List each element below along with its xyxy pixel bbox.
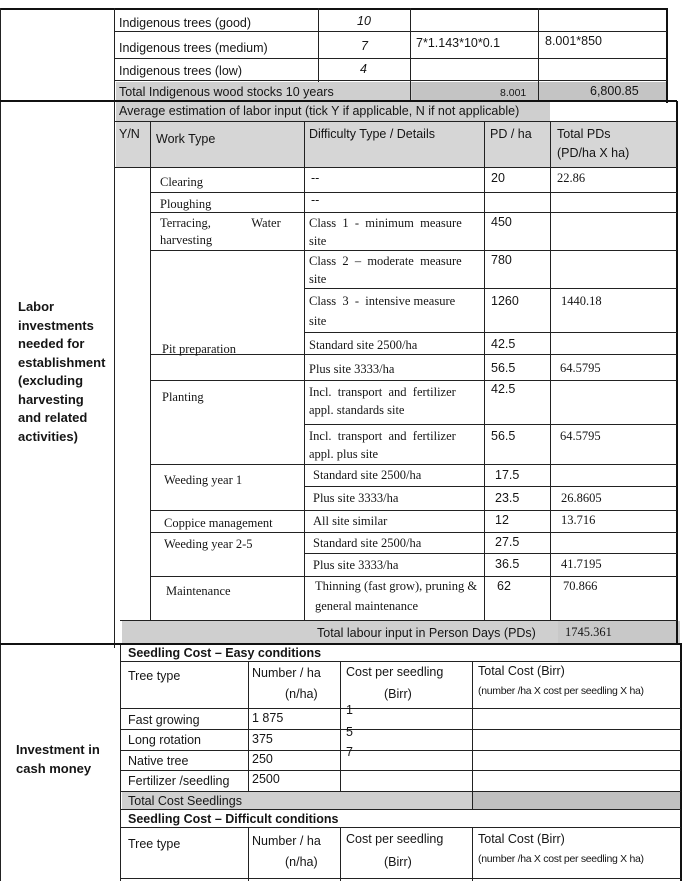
indigenous-medium-calc: 7*1.143*10*0.1: [416, 36, 501, 50]
header-total-pds: Total PDs: [557, 127, 611, 141]
work-coppice-management: Coppice management: [164, 516, 273, 530]
detail-maintenance-2: general maintenance: [315, 599, 419, 613]
difficult-header-number: Number / ha: [252, 834, 321, 848]
easy-row-native-type: Native tree: [128, 754, 189, 768]
pd-pit-standard: 42.5: [491, 337, 516, 351]
difficult-header-total-formula: (number /ha X cost per seedling X ha): [478, 853, 644, 865]
indigenous-good-value: 10: [357, 14, 371, 28]
labor-total-label: Total labour input in Person Days (PDs): [317, 626, 536, 640]
pd-class1: 450: [491, 215, 512, 229]
difficult-title: Seedling Cost – Difficult conditions: [128, 812, 339, 826]
pd-weeding1-standard: 17.5: [495, 468, 520, 482]
pd-weeding25-standard: 27.5: [495, 535, 520, 549]
total-planting-plus: 64.5795: [560, 429, 601, 443]
labor-side-label: Labor investments needed for establishment (excluding harvesting and related activities): [18, 299, 106, 444]
difficult-header-cost-unit: (Birr): [384, 855, 412, 869]
header-work-type: Work Type: [156, 132, 216, 146]
detail-class2: Class 2 – moderate measure: [309, 254, 462, 268]
indigenous-low-label: Indigenous trees (low): [119, 64, 242, 78]
detail-pit-plus: Plus site 3333/ha: [309, 362, 395, 376]
easy-row-native-cost: 7: [346, 745, 353, 759]
easy-header-number: Number / ha: [252, 666, 321, 680]
work-terracing: Terracing, Water: [160, 216, 281, 230]
detail-class1-site: site: [309, 234, 327, 248]
easy-header-total: Total Cost (Birr): [478, 664, 565, 678]
labor-title: Average estimation of labor input (tick Y if applicable, N if not applicable): [119, 104, 520, 118]
easy-total-label: Total Cost Seedlings: [128, 794, 242, 808]
easy-row-long-type: Long rotation: [128, 733, 201, 747]
total-clearing: 22.86: [557, 171, 586, 185]
indigenous-total-result: 6,800.85: [590, 84, 639, 98]
easy-header-cost-unit: (Birr): [384, 687, 412, 701]
easy-header-cost: Cost per seedling: [346, 665, 444, 679]
work-weeding-year-1: Weeding year 1: [164, 473, 243, 487]
total-maintenance: 70.866: [563, 579, 598, 593]
detail-planting-standard-2: appl. standards site: [309, 403, 405, 417]
detail-ploughing: --: [311, 193, 320, 207]
difficult-header-total: Total Cost (Birr): [478, 832, 565, 846]
indigenous-total-value: 8.001: [500, 87, 527, 99]
easy-header-total-formula: (number /ha X cost per seedling X ha): [478, 685, 644, 697]
seedling-total-shade-b: [472, 792, 682, 810]
detail-class3: Class 3 - intensive measure: [309, 294, 456, 308]
easy-row-fertilizer-number: 2500: [252, 772, 280, 786]
detail-clearing: --: [311, 171, 320, 185]
pd-weeding25-plus: 36.5: [495, 557, 520, 571]
easy-title: Seedling Cost – Easy conditions: [128, 646, 322, 660]
work-pit-preparation: Pit preparation: [162, 342, 236, 356]
pd-maintenance: 62: [497, 579, 511, 593]
indigenous-medium-label: Indigenous trees (medium): [119, 41, 268, 55]
header-total-pds-formula: (PD/ha X ha): [557, 146, 630, 160]
indigenous-medium-result: 8.001*850: [545, 34, 603, 48]
work-terracing-2: harvesting: [160, 233, 213, 247]
easy-header-number-unit: (n/ha): [285, 687, 318, 701]
detail-coppice: All site similar: [313, 514, 388, 528]
easy-row-long-cost: 5: [346, 725, 353, 739]
detail-weeding25-plus: Plus site 3333/ha: [313, 558, 399, 572]
detail-planting-plus-2: appl. plus site: [309, 447, 379, 461]
pd-clearing: 20: [491, 171, 505, 185]
header-pd-ha: PD / ha: [490, 127, 532, 141]
easy-row-long-number: 375: [252, 732, 273, 746]
indigenous-medium-value: 7: [361, 39, 368, 53]
total-weeding1-plus: 26.8605: [561, 491, 602, 505]
total-class3: 1440.18: [561, 294, 602, 308]
difficult-header-cost: Cost per seedling: [346, 832, 444, 846]
labor-total-value: 1745.361: [565, 625, 612, 639]
easy-row-native-number: 250: [252, 752, 273, 766]
detail-weeding1-standard: Standard site 2500/ha: [313, 468, 422, 482]
easy-row-fertilizer-type: Fertilizer /seedling: [128, 774, 230, 788]
detail-weeding25-standard: Standard site 2500/ha: [313, 536, 422, 550]
detail-class3-site: site: [309, 314, 327, 328]
total-weeding25-plus: 41.7195: [561, 557, 602, 571]
pd-class3: 1260: [491, 294, 519, 308]
indigenous-good-label: Indigenous trees (good): [119, 16, 252, 30]
header-yn: Y/N: [119, 127, 140, 141]
work-ploughing: Ploughing: [160, 197, 212, 211]
indigenous-low-value: 4: [360, 62, 367, 76]
pd-planting-standard: 42.5: [491, 382, 516, 396]
total-coppice: 13.716: [561, 513, 596, 527]
easy-row-fast-cost: 1: [346, 703, 353, 717]
detail-class1: Class 1 - minimum measure: [309, 216, 462, 230]
detail-class2-site: site: [309, 272, 327, 286]
difficult-header-tree-type: Tree type: [128, 837, 181, 851]
investment-side-label: Investment in cash money: [16, 742, 100, 776]
difficult-header-number-unit: (n/ha): [285, 855, 318, 869]
easy-header-tree-type: Tree type: [128, 669, 181, 683]
pd-weeding1-plus: 23.5: [495, 491, 520, 505]
easy-row-fast-number: 1 875: [252, 711, 284, 725]
detail-planting-plus: Incl. transport and fertilizer: [309, 429, 456, 443]
work-weeding-year-2-5: Weeding year 2-5: [164, 537, 253, 551]
pd-class2: 780: [491, 253, 512, 267]
header-difficulty: Difficulty Type / Details: [309, 127, 435, 141]
detail-pit-standard: Standard site 2500/ha: [309, 338, 418, 352]
total-pit-plus: 64.5795: [560, 361, 601, 375]
indigenous-total-label: Total Indigenous wood stocks 10 years: [119, 85, 334, 99]
detail-maintenance: Thinning (fast grow), pruning &: [315, 579, 478, 593]
easy-row-fast-type: Fast growing: [128, 713, 200, 727]
detail-planting-standard: Incl. transport and fertilizer: [309, 385, 456, 399]
work-maintenance: Maintenance: [166, 584, 231, 598]
pd-pit-plus: 56.5: [491, 361, 516, 375]
work-clearing: Clearing: [160, 175, 204, 189]
pd-planting-plus: 56.5: [491, 429, 516, 443]
work-planting: Planting: [162, 390, 204, 404]
pd-coppice: 12: [495, 513, 509, 527]
detail-weeding1-plus: Plus site 3333/ha: [313, 491, 399, 505]
